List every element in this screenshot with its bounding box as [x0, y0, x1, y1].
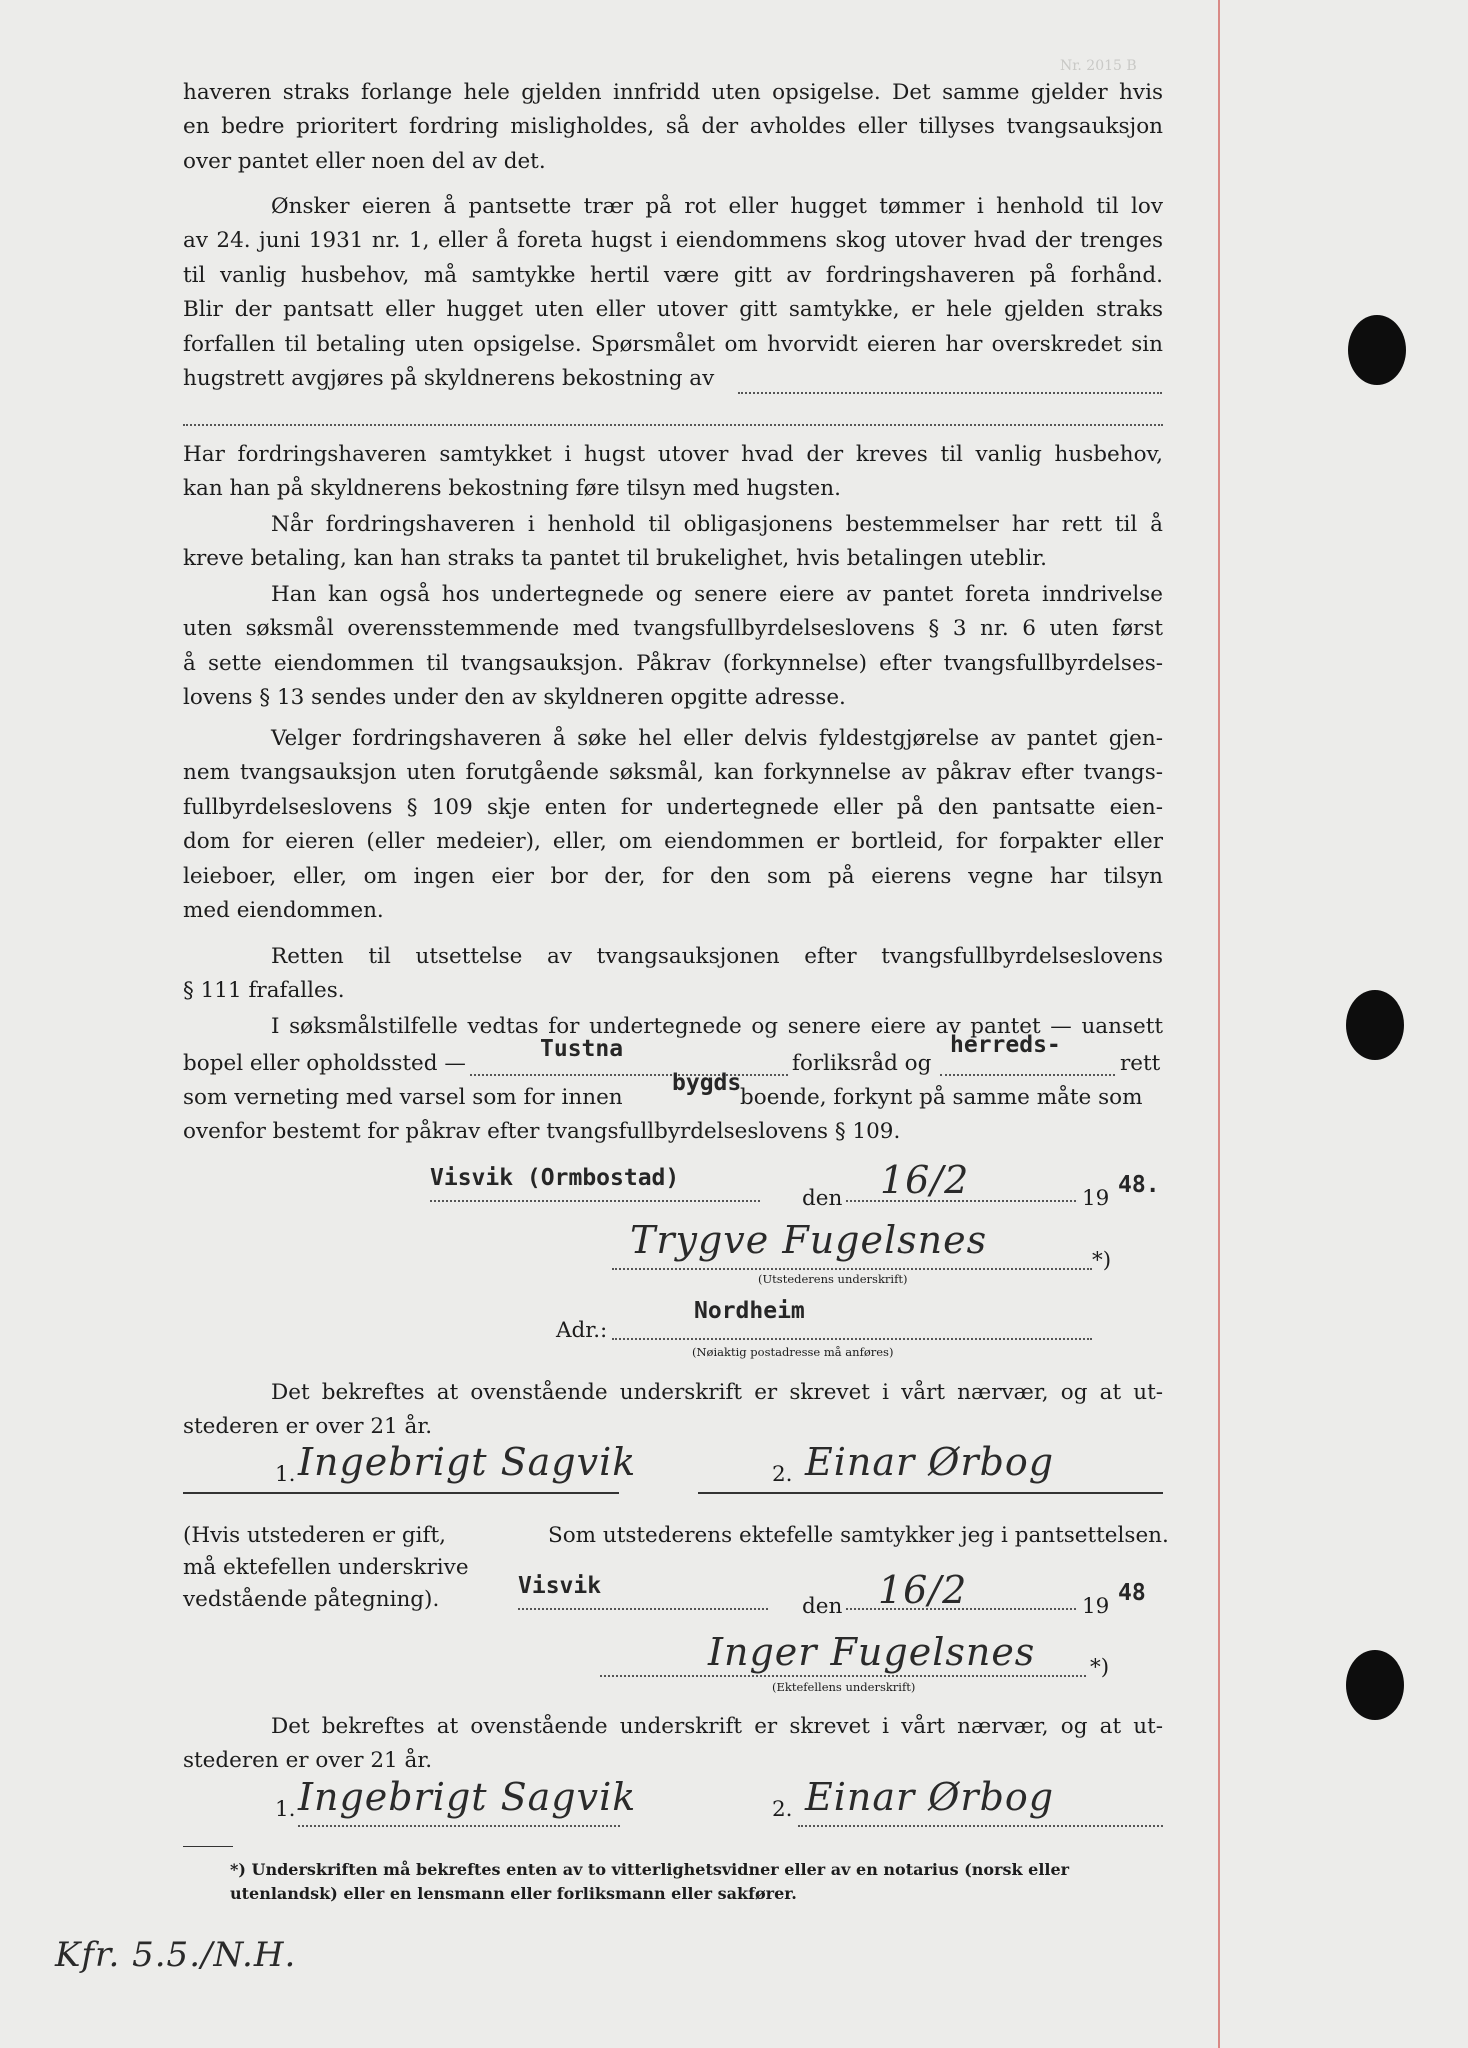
text-line: fullbyrdelseslovens § 109 skje enten for undertegnede eller på den pantsatte eien- [183, 794, 1163, 820]
venue-text: bopel eller opholdssted — [183, 1051, 466, 1076]
den-label: den [802, 1594, 843, 1619]
margin-rule [1218, 0, 1220, 2048]
spouse-consent: Som utstederens ektefelle samtykker jeg i pantsettelsen. [548, 1523, 1169, 1548]
punch-hole [1348, 315, 1406, 385]
married-note: vedstående påtegning). [183, 1587, 440, 1612]
text-line: Blir der pantsatt eller hugget uten eller utover gitt samtykke, er hele gjelden straks [183, 297, 1163, 323]
footnote [230, 1858, 1160, 1906]
blank-line [738, 392, 1162, 394]
text-line: Det bekreftes at ovenstående underskrift er skrevet i vårt nærvær, og at ut- [271, 1714, 1163, 1739]
paragraph-postponement [183, 940, 1163, 1009]
handwritten-date: 16/2 [878, 1568, 968, 1612]
page-stamp: Nr. 2015 B [1060, 58, 1137, 74]
text-line: Har fordringshaveren samtykket i hugst utover hvad der kreves til vanlig husbehov, [183, 442, 1163, 467]
text-line: Når fordringshaveren i henhold til obligasjonens bestemmelser har rett til å [271, 512, 1163, 537]
footnote-rule [183, 1846, 233, 1847]
witness-line [298, 1825, 620, 1827]
blank-line [940, 1074, 1115, 1076]
text-line: nem tvangsauksjon uten forutgående søksmål, kan forkynnelse av påkrav efter tvangs- [183, 760, 1163, 786]
footnote-marker: *) [1090, 1655, 1110, 1680]
witness-line [183, 1492, 619, 1494]
text-line: over pantet eller noen del av det. [183, 148, 546, 174]
witness-number: 1. [275, 1797, 296, 1822]
witness-confirmation [183, 1710, 1163, 1779]
venue-text: som verneting med varsel som for innen [183, 1085, 623, 1110]
text-line: haveren straks forlange hele gjelden innfridd uten opsigelse. Det samme gjelder hvis [183, 80, 1163, 105]
married-note: må ektefellen underskrive [183, 1555, 469, 1580]
paragraph-consent [183, 438, 1163, 507]
text-line: Ønsker eieren å pantsette trær på rot eller hugget tømmer i henhold til lov [271, 194, 1163, 219]
punch-hole [1346, 1650, 1404, 1720]
footnote-line: utenlandsk) eller en lensmann eller forliksmann eller sakfører. [230, 1884, 797, 1903]
den-label: den [802, 1186, 843, 1211]
text-line: kan han på skyldnerens bekostning føre tilsyn med hugsten. [183, 476, 841, 502]
witness-line [698, 1492, 1163, 1494]
paragraph-logging [183, 190, 1163, 396]
typed-address: Nordheim [694, 1298, 805, 1324]
witness-signature: Ingebrigt Sagvik [298, 1440, 637, 1484]
witness-confirmation [183, 1376, 1163, 1445]
signature-caption: (Utstederens underskrift) [758, 1272, 908, 1286]
paragraph-default [183, 76, 1163, 179]
punch-hole [1346, 990, 1404, 1060]
text-line: I søksmålstilfelle vedtas for undertegnede og senere eiere av pantet — uansett [271, 1014, 1163, 1039]
margin-note: Kfr. 5.5./N.H. [55, 1935, 297, 1975]
witness-signature: Einar Ørbog [805, 1440, 1055, 1484]
address-caption: (Nøiaktig postadresse må anføres) [692, 1345, 894, 1359]
text-line: dom for eieren (eller medeier), eller, om eiendommen er bortleid, for forpakter eller [183, 829, 1163, 855]
signature-line [612, 1268, 1092, 1270]
paragraph-auction [183, 722, 1163, 928]
witness-number: 1. [275, 1462, 296, 1487]
typed-district: bygds [672, 1070, 742, 1096]
witness-line [798, 1825, 1163, 1827]
paragraph-payment [183, 508, 1163, 577]
text-line: leieboer, eller, om ingen eier bor der, for den som på eierens vegne har tilsyn [183, 863, 1163, 889]
witness-number: 2. [772, 1797, 793, 1822]
year-prefix: 19 [1082, 1594, 1110, 1619]
signature-caption: (Ektefellens underskrift) [772, 1680, 916, 1694]
text-line: kreve betaling, kan han straks ta pantet til brukelighet, hvis betalingen uteblir. [183, 546, 1047, 572]
typed-place: Visvik (Ormbostad) [430, 1165, 680, 1191]
witness-number: 2. [772, 1462, 793, 1487]
text-line: stederen er over 21 år. [183, 1748, 433, 1774]
venue-text: boende, forkynt på samme måte som [740, 1085, 1143, 1110]
text-line: Velger fordringshaveren å søke hel eller delvis fyldestgjørelse av pantet gjen- [271, 726, 1163, 751]
text-line: § 111 frafalles. [183, 978, 345, 1004]
address-line [612, 1338, 1092, 1340]
typed-year: 48 [1118, 1580, 1146, 1606]
blank-line [430, 1200, 760, 1202]
typed-place: Visvik [518, 1573, 602, 1599]
spouse-signature: Inger Fugelsnes [708, 1630, 1036, 1674]
text-line: å sette eiendommen til tvangsauksjon. Påkrav (forkynnelse) efter tvangsfullbyrdelses- [183, 650, 1163, 676]
typed-court-type: herreds- [950, 1032, 1061, 1058]
blank-line [183, 424, 1163, 426]
witness-signature: Ingebrigt Sagvik [298, 1775, 637, 1819]
text-line: Retten til utsettelse av tvangsauksjonen efter tvangsfullbyrdelseslovens [271, 944, 1163, 969]
footnote-marker: *) [1092, 1248, 1112, 1273]
text-line: hugstrett avgjøres på skyldnerens bekostning av [183, 365, 715, 391]
paragraph-collection [183, 578, 1163, 716]
text-line: av 24. juni 1931 nr. 1, eller å foreta hugst i eiendommens skog utover hvad der trenges [183, 228, 1163, 254]
year-prefix: 19 [1082, 1186, 1110, 1211]
footnote-line: *) Underskriften må bekreftes enten av to vitterlighetsvidner eller av en notarius (norsk eller [230, 1860, 1070, 1879]
typed-court-name: Tustna [540, 1036, 624, 1062]
address-label: Adr.: [556, 1318, 608, 1343]
text-line: med eiendommen. [183, 897, 384, 923]
text-line: en bedre prioritert fordring misligholdes, så der avholdes eller tillyses tvangsauksjon [183, 114, 1163, 140]
married-note: (Hvis utstederen er gift, [183, 1523, 446, 1548]
handwritten-date: 16/2 [880, 1158, 970, 1202]
venue-text: rett [1120, 1051, 1161, 1076]
witness-signature: Einar Ørbog [805, 1775, 1055, 1819]
blank-line [518, 1608, 768, 1610]
text-line: uten søksmål overensstemmende med tvangsfullbyrdelseslovens § 3 nr. 6 uten først [183, 616, 1163, 642]
signature-line [600, 1675, 1086, 1677]
issuer-signature: Trygve Fugelsnes [630, 1218, 988, 1262]
text-line: forfallen til betaling uten opsigelse. Spørsmålet om hvorvidt eieren har overskredet sin [183, 331, 1163, 357]
text-line: til vanlig husbehov, må samtykke hertil være gitt av fordringshaveren på forhånd. [183, 262, 1163, 288]
typed-year: 48. [1118, 1172, 1160, 1198]
text-line: Det bekreftes at ovenstående underskrift er skrevet i vårt nærvær, og at ut- [271, 1380, 1163, 1405]
venue-text: forliksråd og [792, 1051, 932, 1076]
text-line: stederen er over 21 år. [183, 1414, 433, 1440]
text-line: lovens § 13 sendes under den av skyldneren opgitte adresse. [183, 685, 846, 711]
venue-text: ovenfor bestemt for påkrav efter tvangsfullbyrdelseslovens § 109. [183, 1119, 901, 1144]
text-line: Han kan også hos undertegnede og senere eiere av pantet foreta inndrivelse [271, 582, 1163, 607]
